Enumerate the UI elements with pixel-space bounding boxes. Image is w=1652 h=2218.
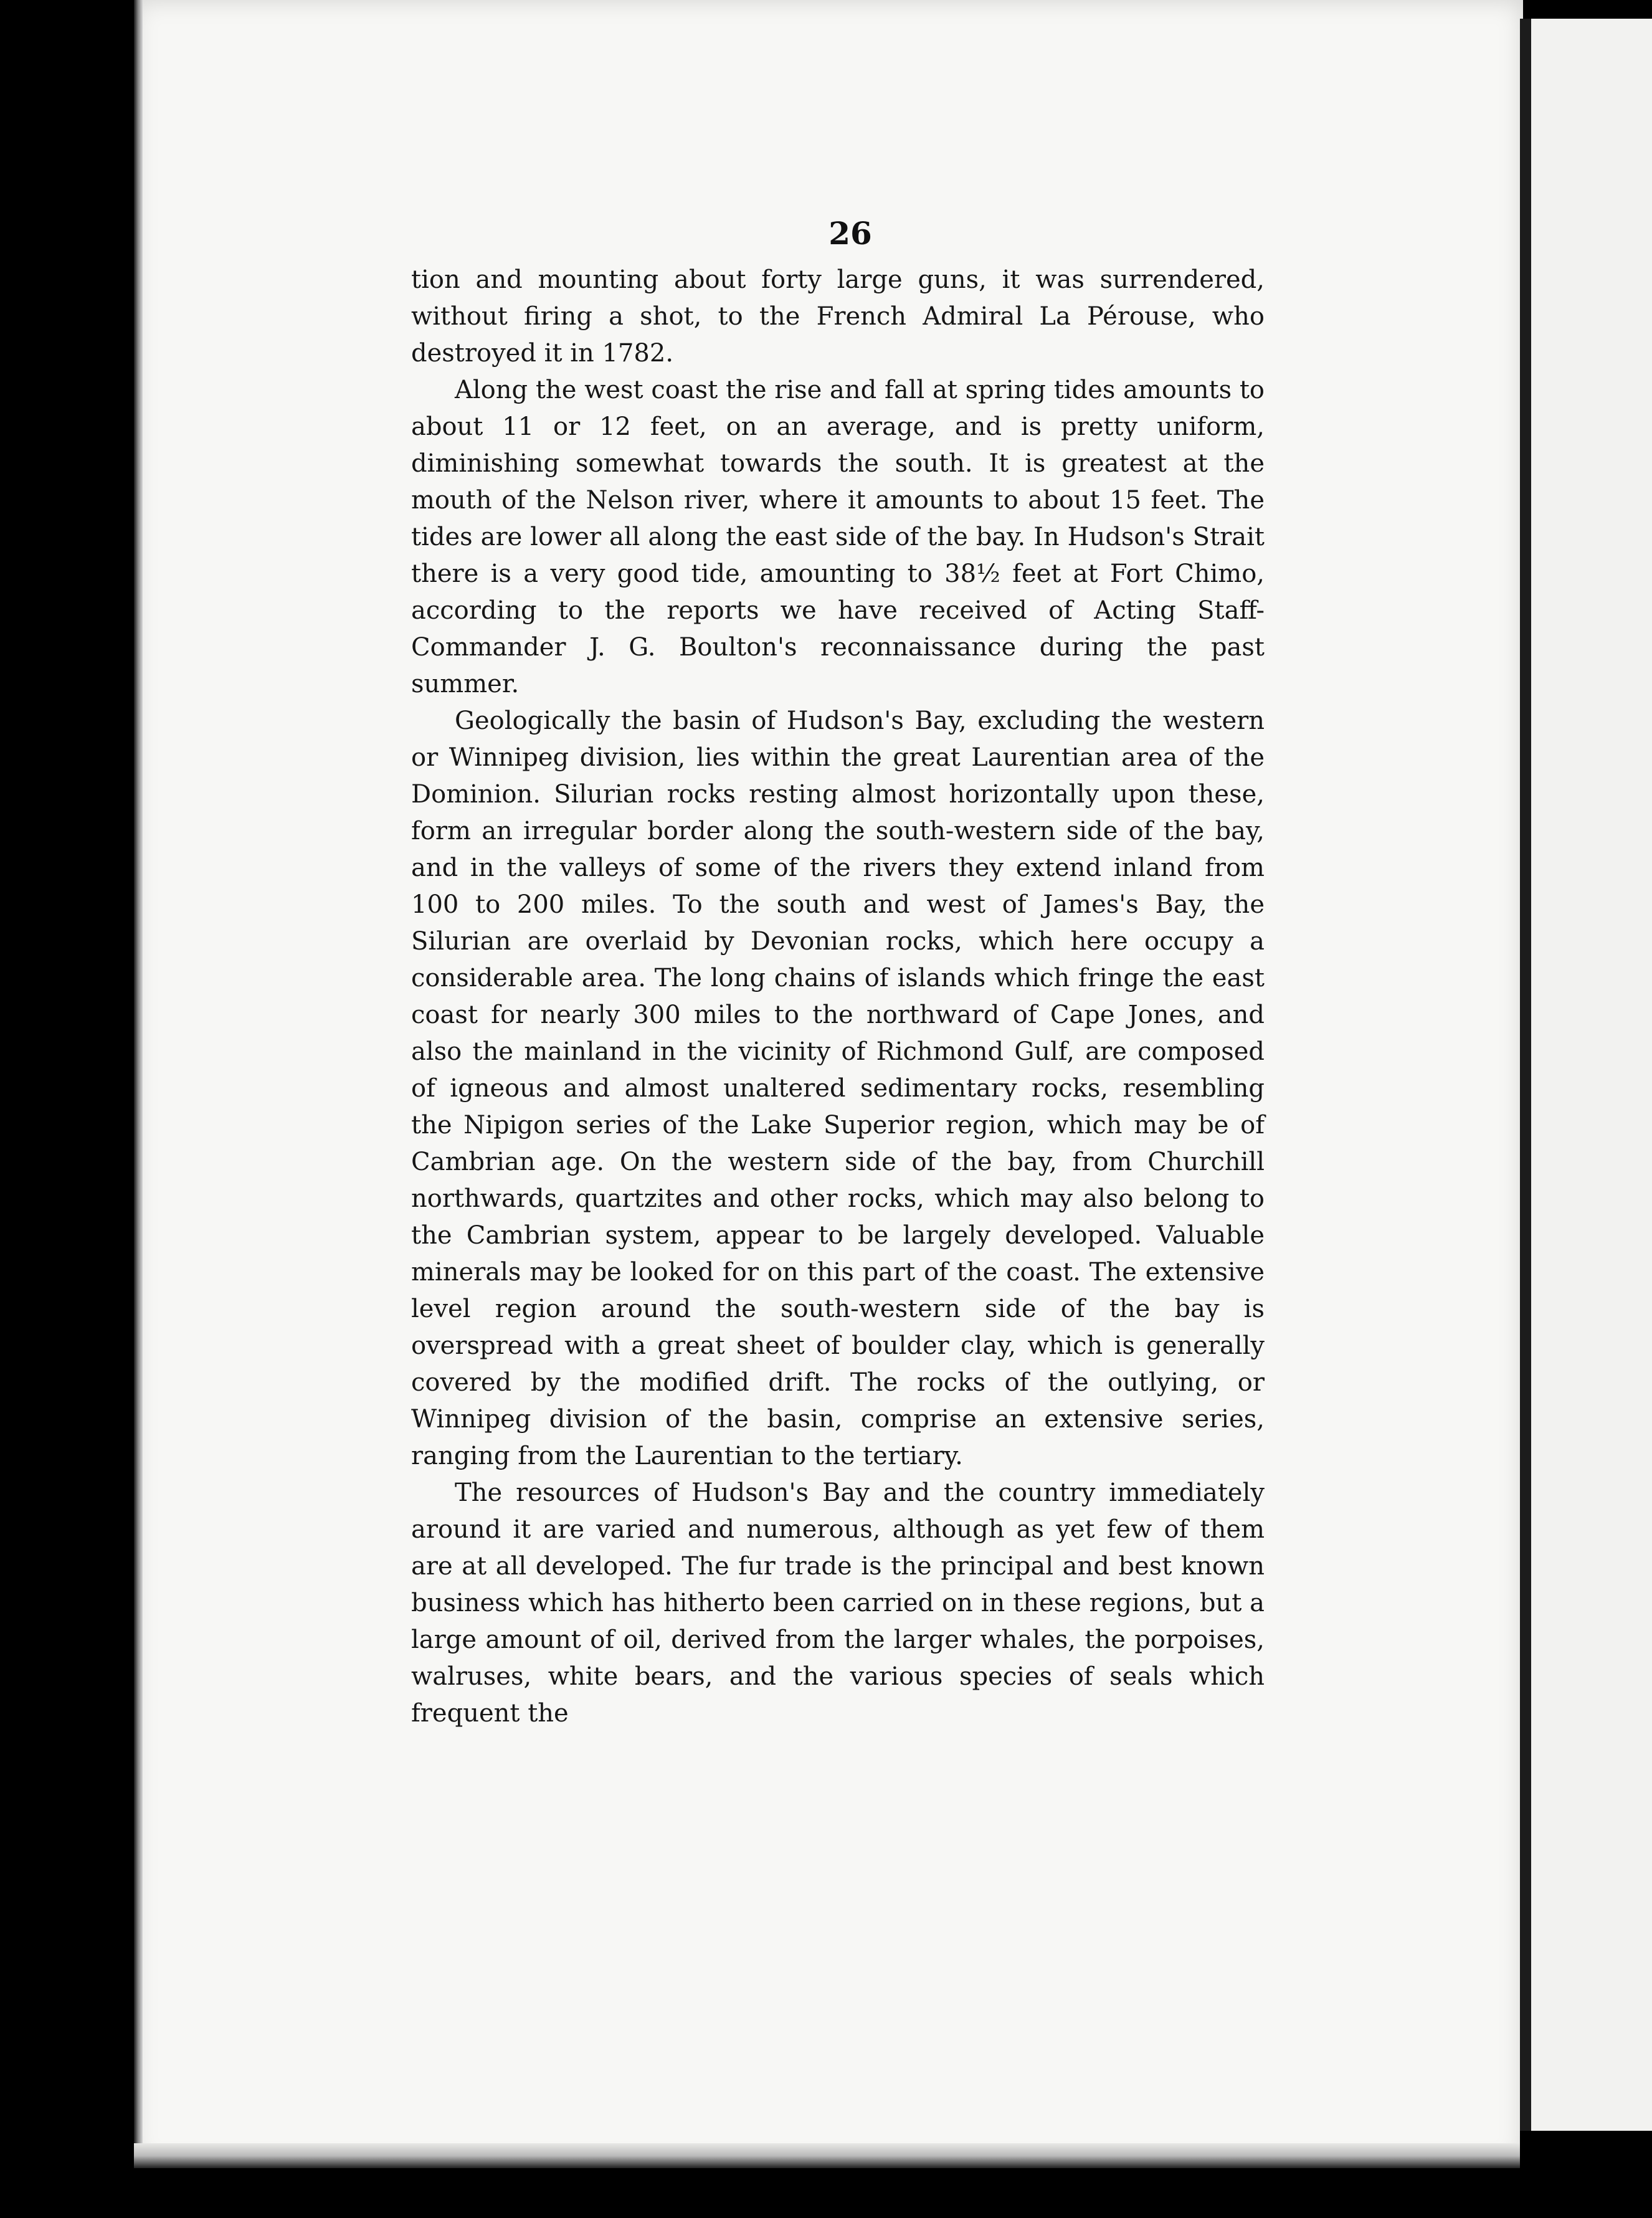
- page-bottom-edge: [134, 2143, 1523, 2168]
- body-text: [411, 262, 1265, 1732]
- paragraph-1: tion and mounting about forty large guns, it was surrendered, without firing a shot, to the French Admiral La Pérouse, who destroyed it in 1782.: [411, 265, 1265, 368]
- page-gutter-edge: [134, 0, 143, 2165]
- page-number: 26: [828, 215, 872, 252]
- paragraph-3: Geologically the basin of Hudson's Bay, excluding the western or Winnipeg division, lies within the great Laurentian area of the Dominion. Silurian rocks resting almost horizontally upon these, form an irregular border along the south-western side of the bay, and in the valleys of some of the rivers they extend inland from 100 to 200 miles. To the south and west of James's Bay, the Silurian are overlaid by Devonian rocks, which here occupy a considerable area. The long chains of islands which fringe the east coast for nearly 300 miles to the northward of Cape Jones, and also the mainland in the vicinity of Richmond Gulf, are composed of igneous and almost unaltered sedimentary rocks, resembling the Nipigon series of the Lake Superior region, which may be of Cambrian age. On the western side of the bay, from Churchill northwards, quartzites and other rocks, which may also belong to the Cambrian system, appear to be largely developed. Valuable minerals may be looked for on this part of the coast. The extensive level region around the south-western side of the bay is overspread with a great sheet of boulder clay, which is generally covered by the modified drift. The rocks of the outlying, or Winnipeg division of the basin, comprise an extensive series, ranging from the Laurentian to the tertiary.: [411, 707, 1265, 1470]
- paragraph-4: The resources of Hudson's Bay and the country immediately around it are varied and numerous, although as yet few of them are at all developed. The fur trade is the principal and best known business which has hitherto been carried on in these regions, but a large amount of oil, derived from the larger whales, the porpoises, walruses, white bears, and the various species of seals which frequent the: [411, 1478, 1265, 1728]
- adjacent-page-edge: [1520, 19, 1652, 2149]
- paragraph-2: Along the west coast the rise and fall at spring tides amounts to about 11 or 12 feet, on an average, and is pretty uniform, diminishing somewhat towards the south. It is greatest at the mouth of the Nelson river, where it amounts to about 15 feet. The tides are lower all along the east side of the bay. In Hudson's Strait there is a very good tide, amounting to 38½ feet at Fort Chimo, according to the reports we have received of Acting Staff-Commander J. G. Boulton's reconnaissance during the past summer.: [411, 376, 1265, 698]
- scan-corner: [1520, 2131, 1652, 2218]
